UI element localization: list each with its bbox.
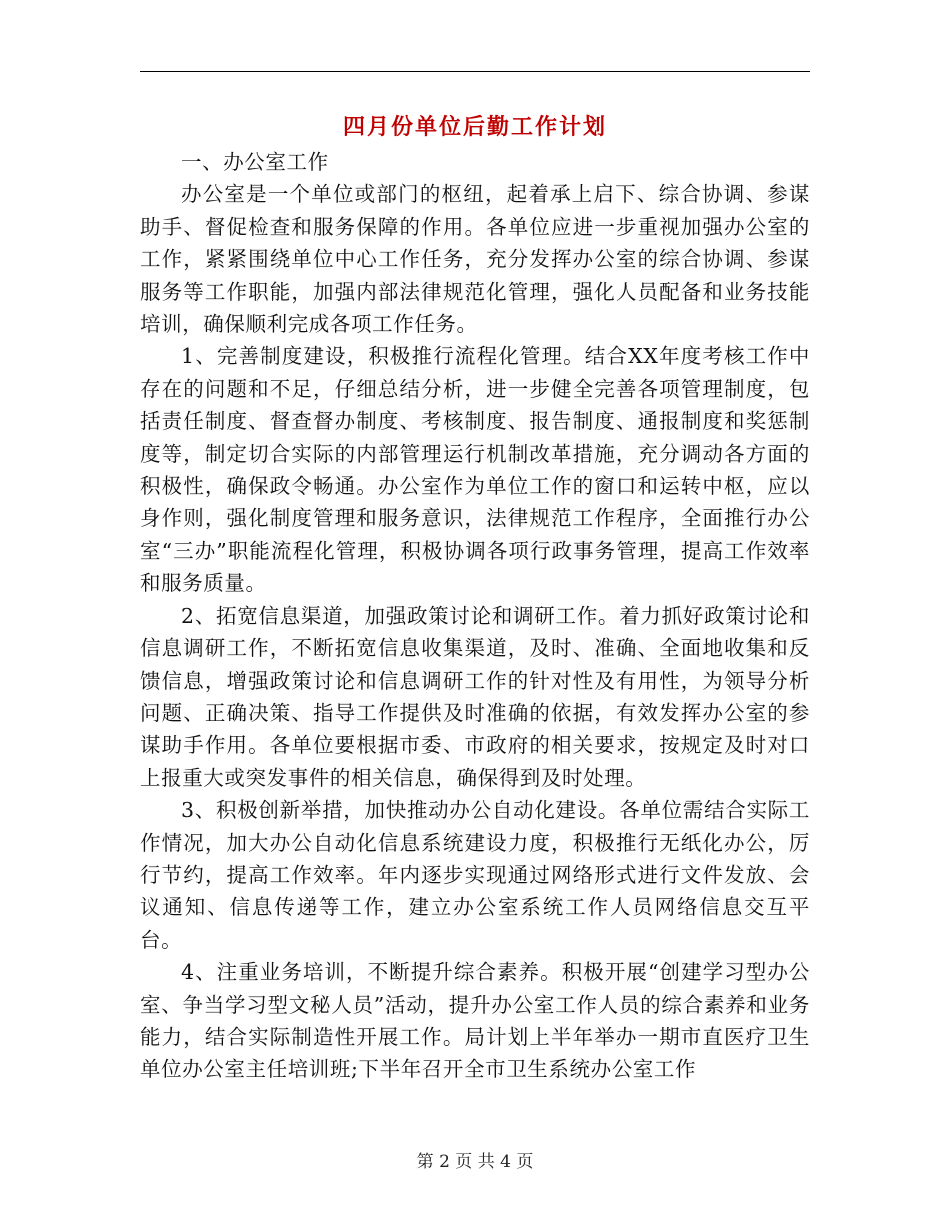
paragraph-item-2: 2、拓宽信息渠道，加强政策讨论和调研工作。着力抓好政策讨论和信息调研工作，不断拓宽信息收集渠道，及时、准确、全面地收集和反馈信息，增强政策讨论和信息调研工作的针对性及有用性，为领导分析问题、正确决策、指导工作提供及时准确的依据，有效发挥办公室的参谋助手作用。各单位要根据市委、市政府的相关要求，按规定及时对口上报重大或突发事件的相关信息，确保得到及时处理。 xyxy=(140,603,810,790)
document-title: 四月份单位后勤工作计划 xyxy=(342,114,607,140)
paragraph-item-1: 1、完善制度建设，积极推行流程化管理。结合XX年度考核工作中存在的问题和不足，仔细总结分析，进一步健全完善各项管理制度，包括责任制度、督查督办制度、考核制度、报告制度、通报制度和奖惩制度等，制定切合实际的内部管理运行机制改革措施，充分调动各方面的积极性，确保政令畅通。办公室作为单位工作的窗口和运转中枢，应以身作则，强化制度管理和服务意识，法律规范工作程序，全面推行办公室“三办”职能流程化管理，积极协调各项行政事务管理，提高工作效率和服务质量。 xyxy=(140,344,810,596)
section-heading-office: 一、办公室工作 xyxy=(181,150,329,174)
paragraph-item-4: 4、注重业务培训，不断提升综合素养。积极开展“创建学习型办公室、争当学习型文秘人员”活动，提升办公室工作人员的综合素养和业务能力，结合实际制造性开展工作。局计划上半年举办一期市直医疗卫生单位办公室主任培训班;下半年召开全市卫生系统办公室工作 xyxy=(140,960,810,1082)
paragraph-item-3: 3、积极创新举措，加快推动办公自动化建设。各单位需结合实际工作情况，加大办公自动化信息系统建设力度，积极推行无纸化办公，厉行节约，提高工作效率。年内逐步实现通过网络形式进行文件发放、会议通知、信息传递等工作，建立办公室系统工作人员网络信息交互平台。 xyxy=(140,798,810,952)
document-body xyxy=(140,146,810,1086)
page-footer xyxy=(0,1150,950,1174)
page-number: 第 2 页 共 4 页 xyxy=(416,1152,534,1172)
paragraph-intro: 办公室是一个单位或部门的枢纽，起着承上启下、综合协调、参谋助手、督促检查和服务保障的作用。各单位应进一步重视加强办公室的工作，紧紧围绕单位中心工作任务，充分发挥办公室的综合协调、参谋服务等工作职能，加强内部法律规范化管理，强化人员配备和业务技能培训，确保顺利完成各项工作任务。 xyxy=(140,182,810,337)
header-rule xyxy=(140,71,810,72)
